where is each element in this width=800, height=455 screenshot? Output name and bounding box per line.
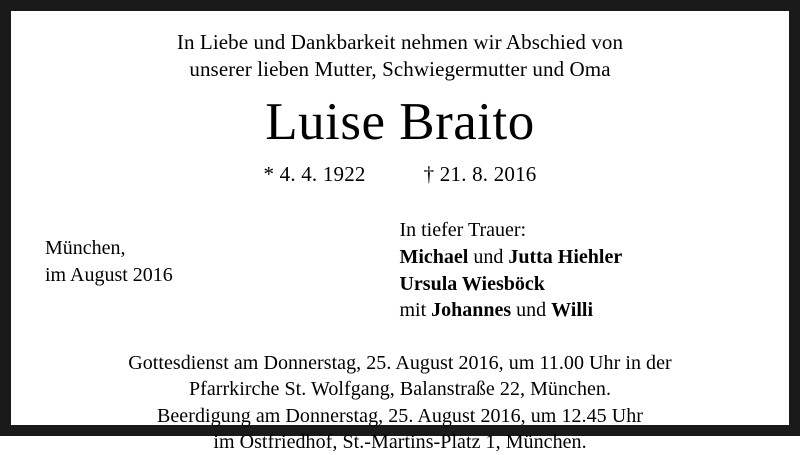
mourners-line-2 <box>399 271 763 298</box>
intro-text <box>37 29 763 83</box>
mourners-line-1 <box>399 244 763 271</box>
mit-word: mit <box>399 299 432 322</box>
intro-line-2: unserer lieben Mutter, Schwiegermutter und Oma <box>189 56 611 81</box>
mourner-jutta-hiehler: Jutta Hiehler <box>508 245 623 268</box>
life-dates <box>37 162 763 187</box>
conjunction-1: und <box>468 245 509 268</box>
service-details <box>37 350 763 455</box>
service-line-3: Beerdigung am Donnerstag, 25. August 2016, um 12.45 Uhr <box>156 404 644 427</box>
intro-line-1: In Liebe und Dankbarkeit nehmen wir Abschied von <box>176 30 624 54</box>
place-line-2: im August 2016 <box>45 263 173 286</box>
conjunction-2: und <box>511 299 552 322</box>
service-line-4: im Ostfriedhof, St.-Martins-Platz 1, München. <box>213 430 587 453</box>
service-line-1: Gottesdienst am Donnerstag, 25. August 2016, um 11.00 Uhr in der <box>128 351 672 374</box>
obituary-card <box>11 11 789 453</box>
middle-section <box>37 217 763 323</box>
mourners-block <box>385 217 763 323</box>
birth-date: * 4. 4. 1922 <box>263 162 366 187</box>
mourner-johannes: Johannes <box>431 299 512 322</box>
place-and-month <box>37 217 385 288</box>
deceased-name: Luise Braito <box>265 92 535 151</box>
mourner-michael: Michael <box>399 245 469 268</box>
mourner-ursula-wiesboeck: Ursula Wiesböck <box>399 272 545 295</box>
service-line-2: Pfarrkirche St. Wolfgang, Balanstraße 22, München. <box>188 378 612 401</box>
mourner-willi: Willi <box>551 299 594 322</box>
mourners-header: In tiefer Trauer: <box>399 219 527 242</box>
place-line-1: München, <box>45 237 126 260</box>
mourners-line-3 <box>399 297 763 324</box>
death-date: † 21. 8. 2016 <box>423 162 537 187</box>
